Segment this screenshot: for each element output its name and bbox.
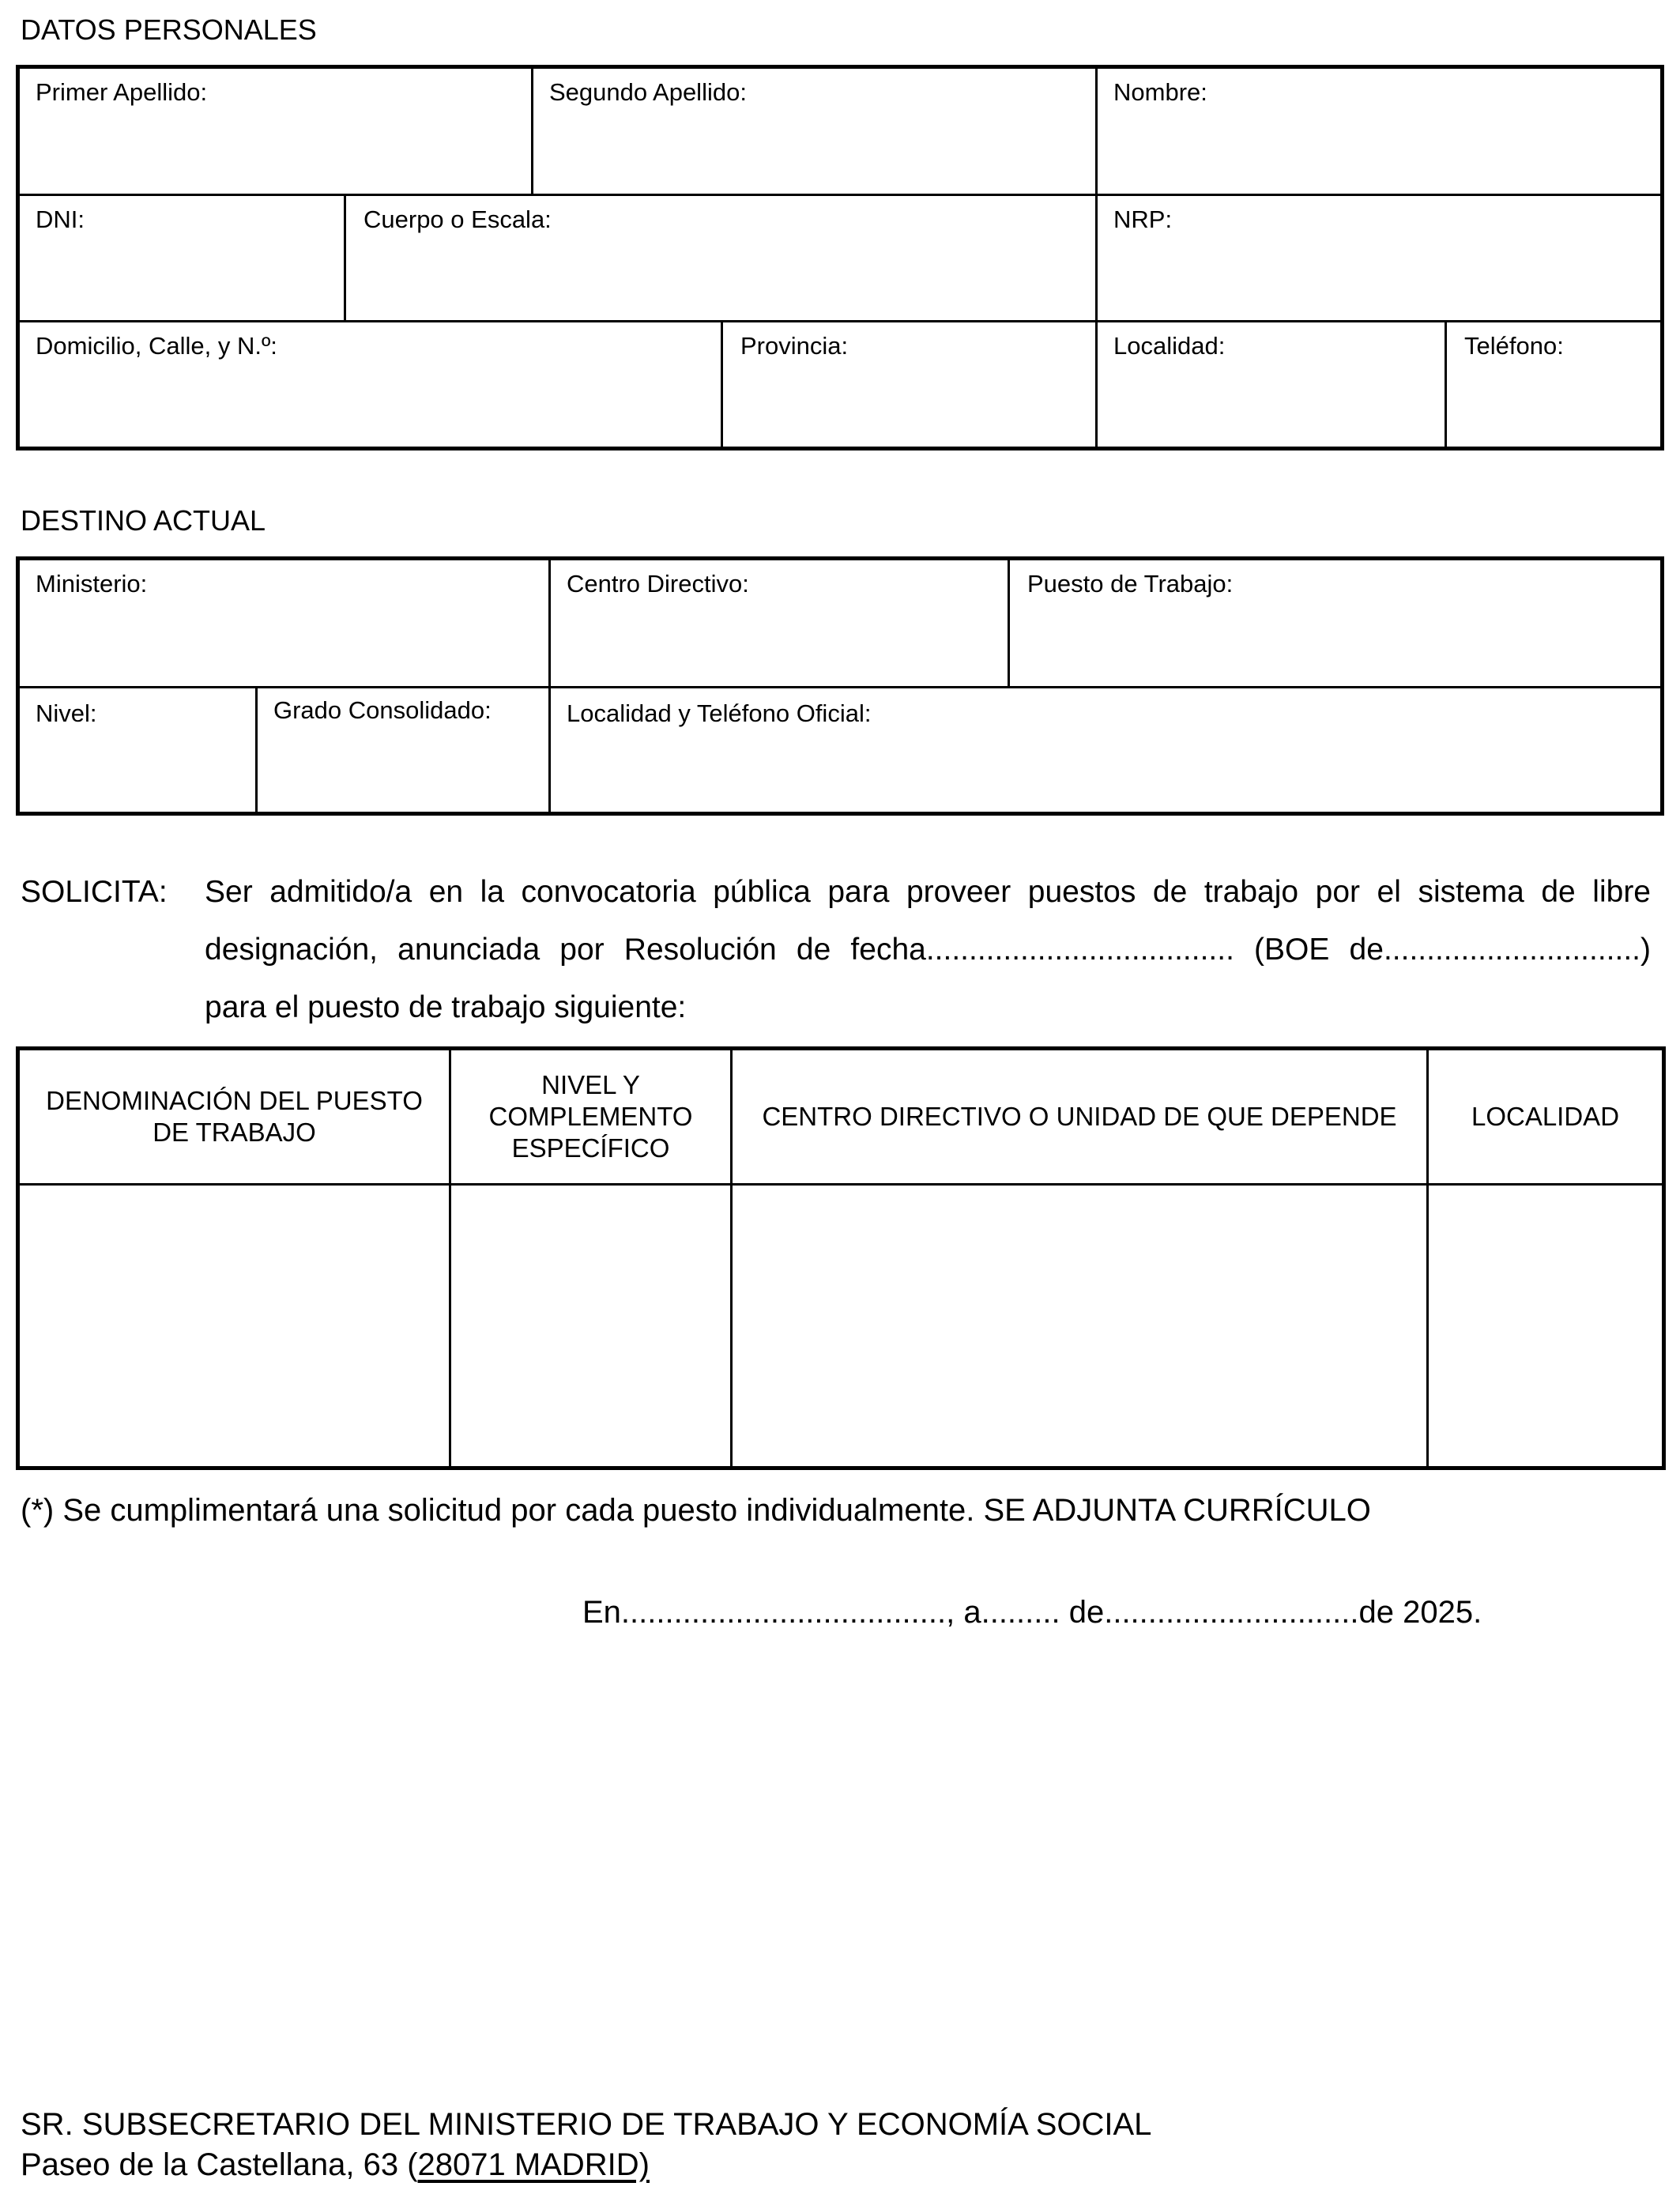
addressee-address (21, 2149, 650, 2181)
addressee-title: SR. SUBSECRETARIO DEL MINISTERIO DE TRABAJO Y ECONOMÍA SOCIAL (21, 2107, 1152, 2142)
dni-field[interactable] (20, 196, 344, 320)
dni-label: DNI: (36, 205, 85, 233)
nivel-label: Nivel: (36, 699, 97, 727)
segundo-apellido-label: Segundo Apellido: (549, 78, 747, 106)
nombre-label: Nombre: (1113, 78, 1207, 106)
table-header-nivel-complemento: NIVEL Y COMPLEMENTO ESPECÍFICO (488, 1070, 693, 1163)
nrp-label: NRP: (1113, 205, 1173, 233)
note-text: (*) Se cumplimentará una solicitud por cada puesto individualmente. SE ADJUNTA CURRÍCULO (21, 1493, 1371, 1528)
localidad-field[interactable] (1098, 322, 1445, 447)
centro-directivo-label: Centro Directivo: (567, 570, 749, 598)
solicita-label: SOLICITA: (21, 875, 168, 909)
puesto-table (16, 1046, 1666, 1470)
table-cell-centro-directivo[interactable] (733, 1186, 1426, 1466)
centro-directivo-field[interactable] (551, 560, 1008, 686)
ministerio-field[interactable] (20, 560, 548, 686)
localidad-label: Localidad: (1113, 332, 1226, 360)
table-cell-denominacion[interactable] (20, 1186, 449, 1466)
solicita-line-3: para el puesto de trabajo siguiente: (205, 990, 687, 1024)
solicita-line-2: designación, anunciada por Resolución de fecha.................................... (BOE de..............................) (205, 933, 1651, 967)
telefono-label: Teléfono: (1464, 332, 1564, 360)
nombre-field[interactable] (1098, 69, 1660, 194)
section-title-datos-personales: DATOS PERSONALES (21, 13, 317, 46)
table-cell-nivel-complemento[interactable] (451, 1186, 730, 1466)
ministerio-label: Ministerio: (36, 570, 148, 598)
table-header-localidad: LOCALIDAD (1471, 1102, 1620, 1131)
primer-apellido-field[interactable] (20, 69, 531, 194)
table-cell-localidad[interactable] (1429, 1186, 1662, 1466)
grado-consolidado-label: Grado Consolidado: (273, 696, 492, 724)
cuerpo-escala-field[interactable] (346, 196, 1095, 320)
cuerpo-escala-label: Cuerpo o Escala: (363, 205, 552, 233)
primer-apellido-label: Primer Apellido: (36, 78, 208, 106)
provincia-label: Provincia: (740, 332, 849, 360)
domicilio-field[interactable] (20, 322, 721, 447)
nrp-field[interactable] (1098, 196, 1660, 320)
telefono-field[interactable] (1447, 322, 1660, 447)
address-street: Paseo de la Castellana, 63 ( (21, 2147, 418, 2182)
puesto-trabajo-label: Puesto de Trabajo: (1027, 570, 1234, 598)
solicita-paragraph (205, 863, 1651, 1036)
localidad-telefono-oficial-field[interactable] (551, 688, 1660, 812)
grado-consolidado-field[interactable] (258, 688, 548, 812)
solicita-line-1: Ser admitido/a en la convocatoria pública para proveer puestos de trabajo por el sistema de libre (205, 875, 1651, 909)
provincia-field[interactable] (723, 322, 1095, 447)
table-header-denominacion: DENOMINACIÓN DEL PUESTO DE TRABAJO (46, 1086, 423, 1147)
place-date-line: En....................................., a......... de.............................de 2025. (582, 1595, 1482, 1630)
section-title-destino-actual: DESTINO ACTUAL (21, 504, 266, 537)
nivel-field[interactable] (20, 688, 255, 812)
destino-actual-box (16, 556, 1664, 816)
datos-personales-box (16, 65, 1664, 450)
domicilio-label: Domicilio, Calle, y N.º: (36, 332, 277, 360)
localidad-telefono-oficial-label: Localidad y Teléfono Oficial: (567, 699, 872, 727)
segundo-apellido-field[interactable] (533, 69, 1095, 194)
table-header-centro-directivo: CENTRO DIRECTIVO O UNIDAD DE QUE DEPENDE (762, 1102, 1397, 1131)
puesto-trabajo-field[interactable] (1010, 560, 1660, 686)
address-postal: 28071 MADRID) (417, 2147, 650, 2182)
